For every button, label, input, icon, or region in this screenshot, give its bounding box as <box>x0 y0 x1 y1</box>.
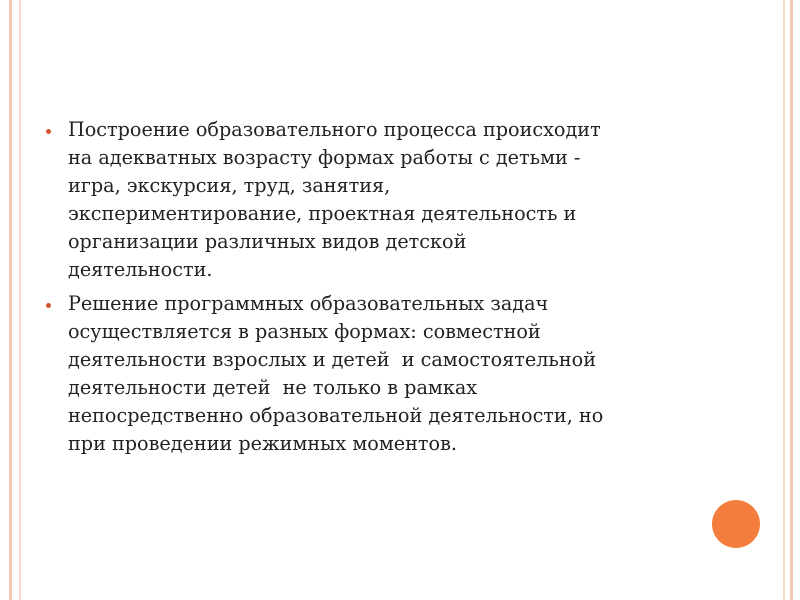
bullet-dot-icon <box>46 303 51 308</box>
slide-body <box>42 116 662 464</box>
bullet-item <box>42 116 662 284</box>
bullet-dot-icon <box>46 129 51 134</box>
bullet-text: Решение программных образовательных задач осуществляется в разных формах: совместной деятельности взрослых и детей и самостоятельной деятельности детей не только в рамках непосредственно образовательной деятельности, но при проведении режимных моментов. <box>68 292 604 455</box>
bullet-item <box>42 290 662 458</box>
accent-circle-icon <box>712 500 760 548</box>
bullet-text: Построение образовательного процесса происходит на адекватных возрасту формах работы с детьми - игра, экскурсия, труд, занятия, экспериментирование, проектная деятельность и организации различных видов детской деятельности. <box>68 118 601 281</box>
